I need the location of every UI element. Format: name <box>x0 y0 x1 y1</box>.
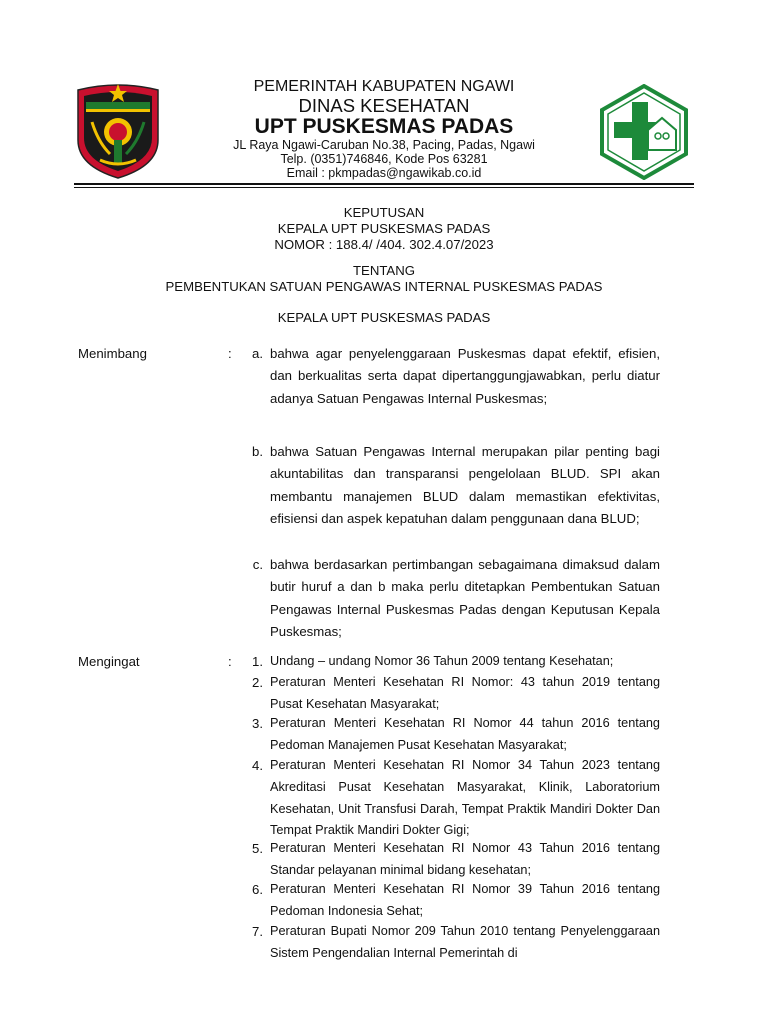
reference-marker: 3. <box>252 716 263 731</box>
puskesmas-logo <box>598 84 690 180</box>
reference-text: Peraturan Bupati Nomor 209 Tahun 2010 tentang Penyelenggaraan Sistem Pengendalian Internal Pemerintah di <box>270 924 660 960</box>
letterhead-rule-thin <box>74 187 694 188</box>
consideration-marker: b. <box>252 444 263 459</box>
decree-heading: KEPUTUSAN <box>343 205 425 220</box>
decree-issuer: KEPALA UPT PUSKESMAS PADAS <box>277 221 491 236</box>
decree-subject: PEMBENTUKAN SATUAN PENGAWAS INTERNAL PUSKESMAS PADAS <box>165 279 603 294</box>
institution-name: UPT PUSKESMAS PADAS <box>254 115 514 138</box>
reference-text: Peraturan Menteri Kesehatan RI Nomor 43 Tahun 2016 tentang Standar pelayanan minimal bidang kesehatan; <box>270 841 660 877</box>
consideration-marker: a. <box>252 346 263 361</box>
consideration-text: bahwa berdasarkan pertimbangan sebagaimana dimaksud dalam butir huruf a dan b maka perlu ditetapkan Pembentukan Satuan Pengawas Internal Puskesmas Padas dengan Keputusan Kepala Puskesmas; <box>270 557 660 639</box>
mengingat-label: Mengingat <box>78 654 140 669</box>
consideration-marker: c. <box>252 557 263 572</box>
letterhead-rule-thick <box>74 183 694 185</box>
issuer-heading: KEPALA UPT PUSKESMAS PADAS <box>277 310 491 325</box>
department-name: DINAS KESEHATAN <box>298 95 470 116</box>
email: Email : pkmpadas@ngawikab.co.id <box>286 166 482 180</box>
decree-number: NOMOR : 188.4/ /404. 302.4.07/2023 <box>274 237 494 252</box>
reference-text: Peraturan Menteri Kesehatan RI Nomor 44 tahun 2016 tentang Pedoman Manajemen Pusat Kesehatan Masyarakat; <box>270 716 660 752</box>
about-heading: TENTANG <box>352 263 416 278</box>
consideration-text: bahwa agar penyelenggaraan Puskesmas dapat efektif, efisien, dan berkualitas serta dapat dipertanggungjawabkan, perlu diatur adanya Satuan Pengawas Internal Puskesmas; <box>270 346 660 406</box>
reference-text: Peraturan Menteri Kesehatan RI Nomor 34 Tahun 2023 tentang Akreditasi Pusat Kesehatan Masyarakat, Klinik, Laboratorium Kesehatan, Unit Transfusi Darah, Tempat Praktik Mandiri Dokter Dan Tempat Praktik Mandiri Dokter Gigi; <box>270 758 660 838</box>
ngawi-emblem-logo <box>74 82 162 180</box>
reference-marker: 7. <box>252 924 263 939</box>
reference-marker: 5. <box>252 841 263 856</box>
reference-text: Undang – undang Nomor 36 Tahun 2009 tentang Kesehatan; <box>270 654 614 668</box>
reference-marker: 4. <box>252 758 263 773</box>
reference-marker: 2. <box>252 675 263 690</box>
consideration-text: bahwa Satuan Pengawas Internal merupakan pilar penting bagi akuntabilitas dan transparansi pengelolaan BLUD. SPI akan membantu manajemen BLUD dalam memastikan efektivitas, efisiensi dan aspek kepatuhan dalam penggunaan dana BLUD; <box>270 444 660 526</box>
menimbang-label: Menimbang <box>78 346 147 361</box>
address: JL Raya Ngawi-Caruban No.38, Pacing, Padas, Ngawi <box>233 138 535 152</box>
reference-marker: 6. <box>252 882 263 897</box>
mengingat-colon: : <box>228 654 232 669</box>
menimbang-colon: : <box>228 346 232 361</box>
phone: Telp. (0351)746846, Kode Pos 63281 <box>280 152 488 166</box>
government-name: PEMERINTAH KABUPATEN NGAWI <box>253 78 515 95</box>
reference-text: Peraturan Menteri Kesehatan RI Nomor 39 Tahun 2016 tentang Pedoman Indonesia Sehat; <box>270 882 660 918</box>
reference-text: Peraturan Menteri Kesehatan RI Nomor: 43 tahun 2019 tentang Pusat Kesehatan Masyarakat; <box>270 675 660 711</box>
reference-marker: 1. <box>252 654 263 669</box>
